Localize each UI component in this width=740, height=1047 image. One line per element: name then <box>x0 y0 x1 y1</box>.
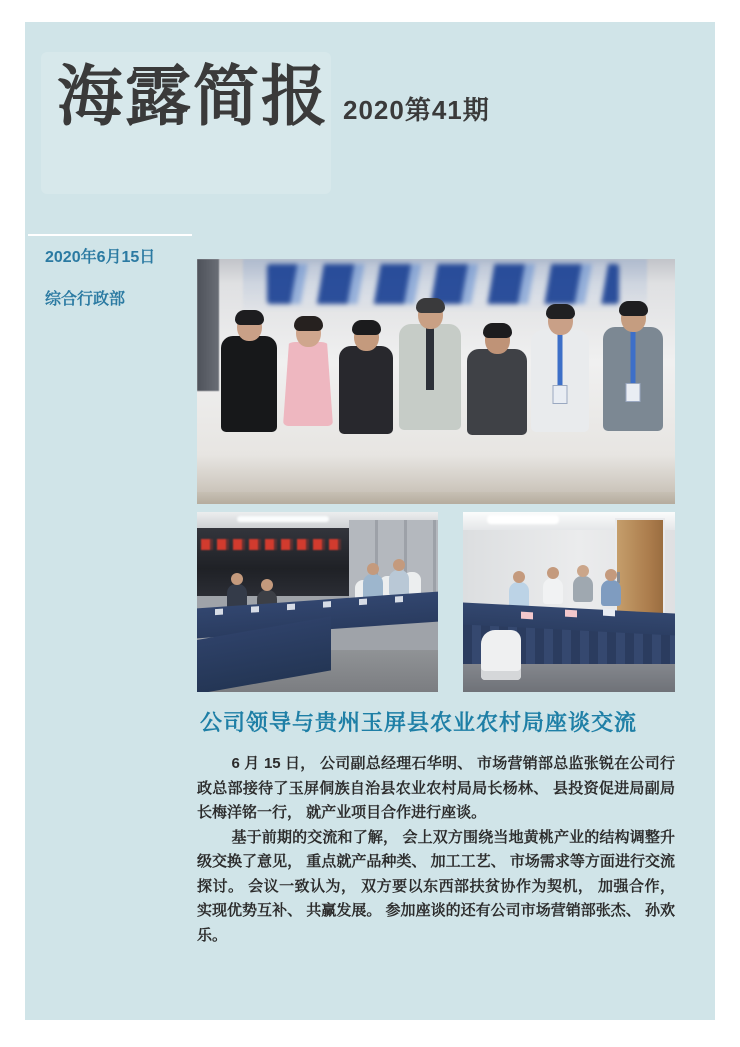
name-card <box>521 612 533 620</box>
meeting-room-photo-right <box>463 512 675 692</box>
person-figure <box>399 300 461 496</box>
person-head <box>354 322 379 351</box>
meeting-room-photo-left <box>197 512 438 692</box>
photo-pillar <box>197 259 219 391</box>
person-torso <box>221 336 277 432</box>
department-name: 综合行政部 <box>45 291 126 308</box>
masthead <box>57 59 490 133</box>
sidebar-divider <box>28 234 192 236</box>
person-figure <box>221 312 277 496</box>
person-figure <box>467 325 527 496</box>
name-card <box>565 610 577 618</box>
person-head <box>296 318 321 347</box>
seated-person <box>601 580 621 606</box>
seated-person <box>573 576 593 602</box>
person-figure <box>339 322 393 496</box>
person-head <box>485 325 510 354</box>
person-torso <box>339 346 393 434</box>
issue-date: 2020年6月15日 <box>45 249 156 266</box>
content-panel <box>25 22 715 1020</box>
person-figure <box>531 306 589 496</box>
red-banner-text <box>201 539 345 550</box>
person-torso <box>467 349 527 435</box>
chair <box>481 630 521 680</box>
article-heading: 公司领导与贵州玉屏县农业农村局座谈交流 <box>200 710 638 735</box>
newsletter-title: 海露简报 <box>57 59 329 133</box>
seated-person <box>389 570 409 596</box>
issue-number: 2020第41期 <box>343 95 490 125</box>
ceiling-light <box>487 515 559 524</box>
group-photo <box>197 259 675 504</box>
name-card <box>603 609 615 617</box>
person-torso <box>603 327 663 431</box>
photo-sign-lettering <box>267 264 619 304</box>
article-paragraph: 基于前期的交流和了解， 会上双方围绕当地黄桃产业的结构调整升级交换了意见， 重点就产品种类、 加工工艺、 市场需求等方面进行交流探讨。 会议一致认为， 双方要以东西部扶贫协作为契机， 加强合作， 实现优势互补、 共赢发展。 参加座谈的还有公司市场营销部张杰、 孙欢乐。 <box>197 828 675 944</box>
person-torso <box>399 324 461 430</box>
ceiling-light <box>237 516 329 522</box>
person-torso <box>283 342 333 426</box>
person-head <box>418 300 443 329</box>
person-head <box>621 303 646 332</box>
person-head <box>237 312 262 341</box>
photo-floor <box>197 492 675 504</box>
person-figure <box>283 318 333 496</box>
person-figure <box>603 303 663 496</box>
person-torso <box>531 330 589 432</box>
article-paragraph: 6 月 15 日， 公司副总经理石华明、 市场营销部总监张锐在公司行政总部接待了玉屏侗族自治县农业农村局局长杨林、 县投资促进局副局长梅洋铭一行， 就产业项目合作进行座谈。 <box>197 755 675 821</box>
person-head <box>548 306 573 335</box>
article-body <box>197 752 675 948</box>
seated-person <box>543 578 563 604</box>
